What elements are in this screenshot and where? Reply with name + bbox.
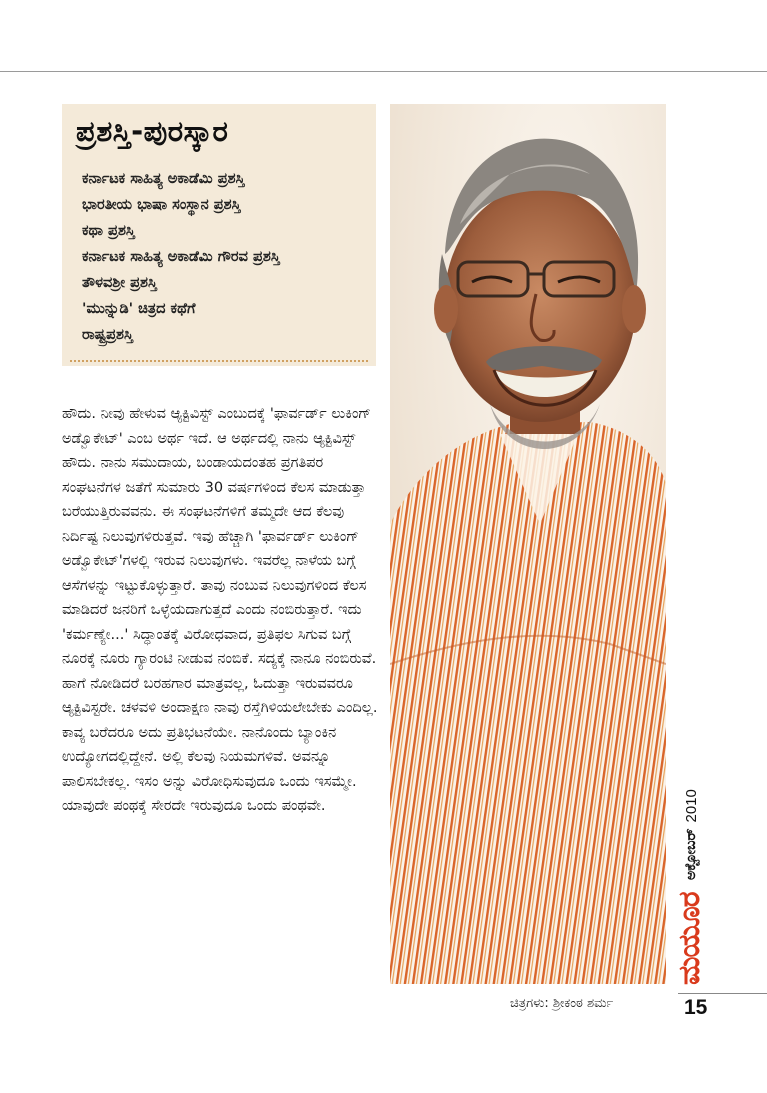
page-number: 15 bbox=[684, 996, 708, 1019]
award-item: ಭಾರತೀಯ ಭಾಷಾ ಸಂಸ್ಥಾನ ಪ್ರಶಸ್ತಿ bbox=[82, 197, 241, 213]
photo-credit: ಚಿತ್ರಗಳು: ಶ್ರೀಕಂಠ ಶರ್ಮ bbox=[510, 996, 614, 1011]
issue-date bbox=[676, 740, 706, 880]
dotted-divider bbox=[70, 360, 368, 362]
award-item: ರಾಷ್ಟ್ರಪ್ರಶಸ್ತಿ bbox=[82, 327, 133, 343]
article-paragraph: ಹೌದು. ನೀವು ಹೇಳುವ ಆ್ಯಕ್ಟಿವಿಸ್ಟ್ ಎಂಬುದಕ್ಕೆ 'ಫಾರ್ವರ್ಡ್ ಲುಕಿಂಗ್ ಅಡ್ವೊಕೇಟ್' ಎಂಬ ಅರ್ಥ ಇದೆ. ಆ ಅರ್ಥದಲ್ಲಿ ನಾನು ಆ್ಯಕ್ಟಿವಿಸ್ಟ್ ಹೌದು. ನಾನು ಸಮುದಾಯ, ಬಂಡಾಯದಂತಹ ಪ್ರಗತಿಪರ ಸಂಘಟನೆಗಳ ಜತೆಗೆ ಸುಮಾರು 30 ವರ್ಷಗಳಿಂದ ಕೆಲಸ ಮಾಡುತ್ತಾ ಬರೆಯುತ್ತಿರುವವನು. ಈ ಸಂಘಟನೆಗಳಿಗೆ ತಮ್ಮದೇ ಆದ ಕೆಲವು ನಿರ್ದಿಷ್ಟ ನಿಲುವುಗಳಿರುತ್ತವೆ. ಇವು ಹೆಚ್ಚಾಗಿ 'ಫಾರ್ವರ್ಡ್ ಲುಕಿಂಗ್ ಅಡ್ವೊಕೇಟ್'ಗಳಲ್ಲಿ ಇರುವ ನಿಲುವುಗಳು. ಇವರೆಲ್ಲ ನಾಳೆಯ ಬಗ್ಗೆ ಆಸೆಗಳನ್ನು ಇಟ್ಟುಕೊಳ್ಳುತ್ತಾರೆ. ತಾವು ನಂಬುವ ನಿಲುವುಗಳಿಂದ ಕೆಲಸ ಮಾಡಿದರೆ ಜನರಿಗೆ ಒಳ್ಳೆಯದಾಗುತ್ತದೆ ಎಂದು ನಂಬಿರುತ್ತಾರೆ. ಇದು 'ಕರ್ಮಣ್ಯೇ...' ಸಿದ್ಧಾಂತಕ್ಕೆ ವಿರೋಧವಾದ, ಪ್ರತಿಫಲ ಸಿಗುವ ಬಗ್ಗೆ ನೂರಕ್ಕೆ ನೂರು ಗ್ಯಾರಂಟಿ ನೀಡುವ ನಂಬಿಕೆ. ಸದ್ಯಕ್ಕೆ ನಾನೂ ನಂಬಿರುವೆ. ಹಾಗೆ ನೋಡಿದರೆ ಬರಹಗಾರ ಮಾತ್ರವಲ್ಲ, ಓದುತ್ತಾ ಇರುವವರೂ ಆ್ಯಕ್ಟಿವಿಸ್ಟರೇ. ಚಳವಳಿ ಅಂದಾಕ್ಷಣ ನಾವು ರಸ್ತೆಗಿಳಿಯಲೇಬೇಕು ಎಂದಿಲ್ಲ. ಕಾವ್ಯ ಬರೆದರೂ ಅದು ಪ್ರತಿಭಟನೆಯೇ. ನಾನೊಂದು ಬ್ಯಾಂಕಿನ ಉದ್ಯೋಗದಲ್ಲಿದ್ದೇನೆ. ಅಲ್ಲಿ ಕೆಲವು ನಿಯಮಗಳಿವೆ. ಅವನ್ನೂ ಪಾಲಿಸಬೇಕಲ್ಲ. ಇಸಂ ಅನ್ನು ವಿರೋಧಿಸುವುದೂ ಒಂದು ಇಸಮ್ಮೇ. ಯಾವುದೇ ಪಂಥಕ್ಕೆ ಸೇರದೇ ಇರುವುದೂ ಒಂದು ಪಂಥವೇ. bbox=[62, 406, 378, 814]
awards-title: ಪ್ರಶಸ್ತಿ-ಪುರಸ್ಕಾರ bbox=[76, 114, 229, 148]
issue-month: ಅಕ್ಟೋಬರ್ bbox=[683, 828, 699, 880]
portrait-photo bbox=[390, 104, 666, 984]
masthead bbox=[671, 875, 707, 985]
bottom-rule bbox=[678, 993, 767, 994]
portrait-illustration bbox=[390, 104, 666, 984]
top-rule bbox=[0, 71, 767, 72]
award-item: 'ಮುನ್ನುಡಿ' ಚಿತ್ರದ ಕಥೆಗೆ bbox=[82, 301, 196, 317]
awards-box bbox=[62, 104, 376, 366]
award-item: ಕರ್ನಾಟಕ ಸಾಹಿತ್ಯ ಅಕಾಡೆಮಿ ಪ್ರಶಸ್ತಿ bbox=[82, 171, 245, 187]
magazine-logo: ಮಯೂರ bbox=[671, 892, 707, 985]
article-body bbox=[62, 402, 384, 819]
award-item: ತೌಳವಶ್ರೀ ಪ್ರಶಸ್ತಿ bbox=[82, 275, 157, 291]
award-item: ಕಥಾ ಪ್ರಶಸ್ತಿ bbox=[82, 223, 135, 239]
awards-list bbox=[82, 166, 280, 348]
issue-year: 2010 bbox=[682, 789, 700, 823]
award-item: ಕರ್ನಾಟಕ ಸಾಹಿತ್ಯ ಅಕಾಡೆಮಿ ಗೌರವ ಪ್ರಶಸ್ತಿ bbox=[82, 249, 280, 265]
